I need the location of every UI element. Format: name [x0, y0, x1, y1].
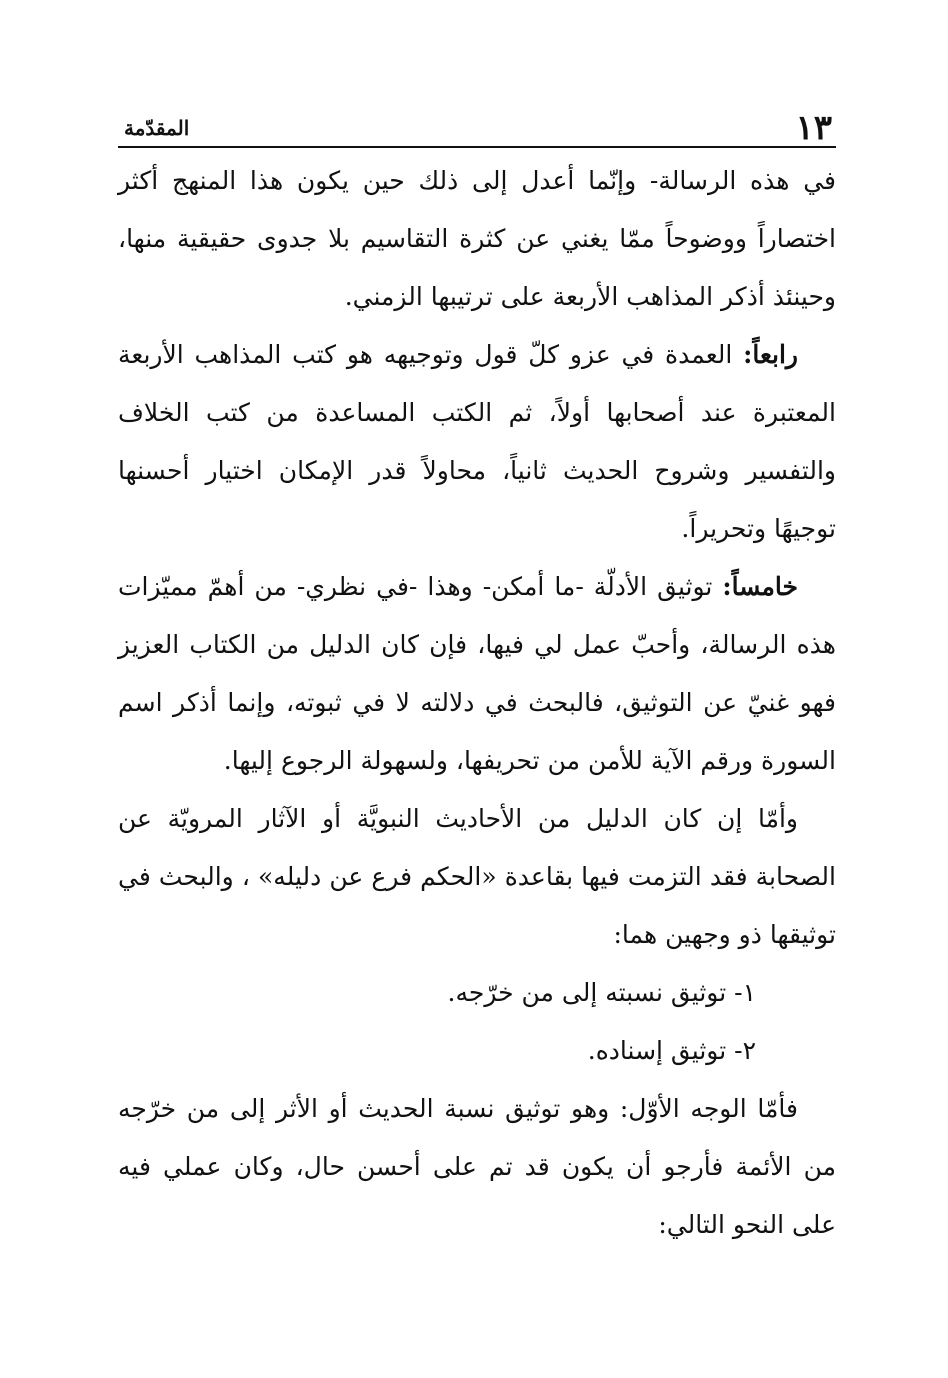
paragraph-lead: رابعاً:	[743, 340, 798, 369]
paragraph-first-aspect	[118, 1080, 836, 1254]
page-header	[118, 108, 836, 148]
paragraph-text: فأمّا الوجه الأوّل: وهو توثيق نسبة الحديث أو الأثر إلى من خرّجه من الأئمة فأرجو أن يكون قد تم على أحسن حال، وكان عملي فيه على النحو التالي:	[118, 1094, 836, 1239]
document-page	[118, 108, 836, 1239]
list-item: ١- توثيق نسبته إلى من خرّجه.	[447, 978, 756, 1007]
running-title: المقدّمة	[124, 116, 190, 140]
paragraph-text: العمدة في عزو كلّ قول وتوجيهه هو كتب المذاهب الأربعة المعتبرة عند أصحابها أولاً، ثم الكتب المساعدة من كتب الخلاف والتفسير وشروح الحديث ثانياً، محاولاً قدر الإمكان اختيار أحسنها توجيهًا وتحريراً.	[118, 340, 836, 543]
paragraph-fifth	[118, 558, 836, 790]
list-item: ٢- توثيق إسناده.	[587, 1036, 756, 1065]
page-number: ١٣	[795, 108, 832, 148]
body-text	[118, 152, 836, 1254]
paragraph-hadith	[118, 790, 836, 964]
paragraph-text: في هذه الرسالة- وإنّما أعدل إلى ذلك حين يكون هذا المنهج أكثر اختصاراً ووضوحاً ممّا يغني عن كثرة التقاسيم بلا جدوى حقيقية منها، وحينئذ أذكر المذاهب الأربعة على ترتيبها الزمني.	[118, 166, 836, 311]
paragraph-continuation	[118, 152, 836, 326]
paragraph-text: توثيق الأدلّة -ما أمكن- وهذا -في نظري- من أهمّ مميّزات هذه الرسالة، وأحبّ عمل لي فيها، فإن كان الدليل من الكتاب العزيز فهو غنيّ عن التوثيق، فالبحث في دلالته لا في ثبوته، وإنما أذكر اسم السورة ورقم الآية للأمن من تحريفها، ولسهولة الرجوع إليها.	[118, 572, 836, 775]
paragraph-text: وأمّا إن كان الدليل من الأحاديث النبويَّة أو الآثار المرويّة عن الصحابة فقد التزمت فيها بقاعدة «الحكم فرع عن دليله» ، والبحث في توثيقها ذو وجهين هما:	[118, 804, 836, 949]
paragraph-fourth	[118, 326, 836, 558]
paragraph-lead: خامساً:	[722, 572, 798, 601]
